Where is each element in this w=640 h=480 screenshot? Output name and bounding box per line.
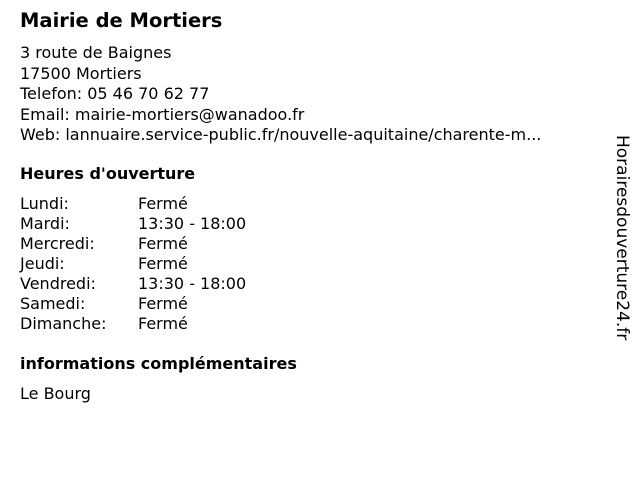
hours-value: 13:30 - 18:00: [138, 274, 247, 293]
page-title: Mairie de Mortiers: [20, 9, 223, 32]
day-label: Dimanche:: [20, 314, 107, 333]
hours-heading: Heures d'ouverture: [20, 164, 196, 183]
day-label: Mardi:: [20, 214, 70, 233]
hours-value: Fermé: [138, 294, 188, 313]
day-label: Samedi:: [20, 294, 86, 313]
hours-value: Fermé: [138, 314, 188, 333]
address-street: 3 route de Baignes: [20, 43, 172, 62]
hours-value: Fermé: [138, 254, 188, 273]
hours-value: Fermé: [138, 234, 188, 253]
day-label: Lundi:: [20, 194, 69, 213]
day-label: Jeudi:: [20, 254, 65, 273]
watermark: Horairesdouverture24.fr: [612, 135, 632, 341]
day-label: Vendredi:: [20, 274, 96, 293]
hours-value: 13:30 - 18:00: [138, 214, 247, 233]
hours-value: Fermé: [138, 194, 188, 213]
info-text: Le Bourg: [20, 384, 91, 403]
phone-number: Telefon: 05 46 70 62 77: [20, 84, 210, 103]
info-heading: informations complémentaires: [20, 354, 297, 373]
website-link[interactable]: Web: lannuaire.service-public.fr/nouvelle-aquitaine/charente-m...: [20, 125, 542, 144]
day-label: Mercredi:: [20, 234, 95, 253]
address-block: [20, 43, 541, 146]
address-city: 17500 Mortiers: [20, 63, 142, 83]
email-address: Email: mairie-mortiers@wanadoo.fr: [20, 104, 305, 124]
